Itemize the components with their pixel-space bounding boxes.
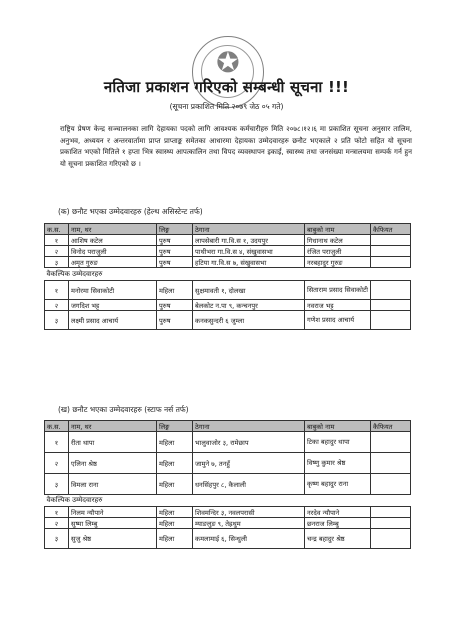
cell-name: आशिष कटेल <box>69 235 157 246</box>
cell-remarks <box>371 453 411 474</box>
cell-gender: पुरुष <box>157 300 193 311</box>
cell-father: छनराज लिम्बु <box>305 518 371 529</box>
cell-sn: १ <box>45 432 69 453</box>
table-header-row <box>45 421 411 432</box>
cell-gender: महिला <box>157 474 193 495</box>
cell-name: विनोद पराजुली <box>69 246 157 257</box>
cell-remarks <box>371 311 411 330</box>
alternate-label: वैकल्पिक उम्मेदवारहरु <box>46 269 103 278</box>
cell-father: रंजित पराजुली <box>305 246 371 257</box>
col-sn: क.स. <box>45 421 69 432</box>
cell-address: धनसिंहपुर ८, कैलाली <box>193 474 305 495</box>
cell-remarks <box>371 474 411 495</box>
table-row <box>45 300 411 311</box>
cell-father: विष्णु कुमार श्रेष्ठ <box>305 453 371 474</box>
cell-sn: २ <box>45 246 69 257</box>
cell-address: म्याङलुङ ९, तेह्रथुम <box>193 518 305 529</box>
cell-name: रीता थापा <box>69 432 157 453</box>
cell-gender: महिला <box>157 453 193 474</box>
table-row <box>45 529 411 549</box>
cell-address: कनकसुन्दरी ६ जुम्ला <box>193 311 305 330</box>
cell-gender: पुरुष <box>157 311 193 330</box>
cell-name: जगदिश भट्ट <box>69 300 157 311</box>
cell-address: पाथीभरा गा.वि.स ४, संखुवासभा <box>193 246 305 257</box>
table-row <box>45 518 411 529</box>
table-row <box>45 257 411 268</box>
cell-name: एलिना श्रेष्ठ <box>69 453 157 474</box>
col-remarks: कैफियत <box>371 224 411 235</box>
cell-sn: ३ <box>45 474 69 495</box>
cell-sn: ३ <box>45 257 69 268</box>
cell-address: जामुने ७, तनहुँ <box>193 453 305 474</box>
cell-gender: महिला <box>157 432 193 453</box>
cell-gender: महिला <box>157 518 193 529</box>
cell-gender: महिला <box>157 281 193 300</box>
cell-address: लापसेबारी गा.वि.स १, उदयपुर <box>193 235 305 246</box>
cell-gender: महिला <box>157 507 193 518</box>
col-father: बाबुको नाम <box>305 224 371 235</box>
col-address: ठेगाना <box>193 224 305 235</box>
col-name: नाम, थर <box>69 421 157 432</box>
emblem-icon: ✪ <box>216 46 240 79</box>
cell-address: कमलामाई ६, सिन्धुली <box>193 529 305 549</box>
cell-sn: २ <box>45 300 69 311</box>
table-row <box>45 246 411 257</box>
government-seal <box>192 36 264 108</box>
cell-father: नरबहादुर गुरुङ <box>305 257 371 268</box>
cell-remarks <box>371 246 411 257</box>
intro-paragraph: राष्ट्रिय प्रेषण केन्द्र सञ्चालनका लागि देहायका पदको लागि आवश्यक कर्मचारीहरु मिति २०७८।१२।६ मा प्रकाशित सूचना अनुसार तालिम, अनुभव, अध्ययन र अन्तरवार्तामा प्राप्त प्राप्ताङ्क समेतका आधारमा देहायका उम्मेदवारहरु छनौट भएकाले २ प्रति फोटो सहित यो सूचना प्रकाशित भएको मितिले १ हप्ता भित्र स्वास्थ्य आपत्कालिन तथा विपद व्यवस्थापन इकाई, स्वास्थ्य तथा जनसंख्या मन्त्रालयमा सम्पर्क गर्न हुन यो सूचना प्रकाशित गरिएको छ । <box>60 125 412 168</box>
cell-name: निलम न्यौपाने <box>69 507 157 518</box>
table-row <box>45 281 411 300</box>
cell-sn: २ <box>45 518 69 529</box>
cell-address: हटिया गा.वि.स ७, संखुवासभा <box>193 257 305 268</box>
cell-father: नरदेव न्यौपाने <box>305 507 371 518</box>
cell-remarks <box>371 507 411 518</box>
col-remarks: कैफियत <box>371 421 411 432</box>
cell-name: मनोरमा सिवाकोटी <box>69 281 157 300</box>
section-b-heading: (ख) छनौट भएका उम्मेदवारहरु (स्टाफ नर्स तर्फ) <box>58 405 189 414</box>
cell-remarks <box>371 300 411 311</box>
cell-name: लक्ष्मी प्रसाद आचार्य <box>69 311 157 330</box>
table-header-row <box>45 224 411 235</box>
col-name: नाम, थर <box>69 224 157 235</box>
cell-sn: १ <box>45 281 69 300</box>
cell-father: गिधानाथ कटेल <box>305 235 371 246</box>
section-a-table <box>44 223 411 330</box>
table-row <box>45 453 411 474</box>
cell-sn: १ <box>45 235 69 246</box>
cell-father: नवराज भट्ट <box>305 300 371 311</box>
table-row <box>45 235 411 246</box>
notice-title: नतिजा प्रकाशन गरिएको सम्बन्धी सूचना !!! <box>103 78 350 96</box>
col-sn: क.स. <box>45 224 69 235</box>
cell-remarks <box>371 518 411 529</box>
col-gender: लिङ्ग <box>157 421 193 432</box>
table-row <box>45 474 411 495</box>
cell-remarks <box>371 281 411 300</box>
cell-remarks <box>371 235 411 246</box>
table-row <box>45 507 411 518</box>
cell-address: सुक्षमावती १, दोलखा <box>193 281 305 300</box>
cell-address: शिवमन्दिर ३, नवलपरासी <box>193 507 305 518</box>
cell-father: चन्द्र बहादुर श्रेष्ठ <box>305 529 371 549</box>
cell-gender: पुरुष <box>157 246 193 257</box>
cell-remarks <box>371 529 411 549</box>
cell-gender: पुरुष <box>157 257 193 268</box>
cell-remarks <box>371 257 411 268</box>
cell-sn: ३ <box>45 529 69 549</box>
section-a-heading: (क) छनौट भएका उम्मेदवारहरु (हेल्थ असिस्टेन्ट तर्फ) <box>58 207 203 216</box>
table-row <box>45 311 411 330</box>
cell-address: बेलकोट न.पा ९, कन्चनपुर <box>193 300 305 311</box>
col-father: बाबुको नाम <box>305 421 371 432</box>
section-b-table <box>44 420 411 549</box>
cell-gender: पुरुष <box>157 235 193 246</box>
alternate-label-row <box>45 495 411 507</box>
cell-name: सुष्मा लिम्बु <box>69 518 157 529</box>
cell-sn: ३ <box>45 311 69 330</box>
cell-name: सुजु श्रेष्ठ <box>69 529 157 549</box>
col-gender: लिङ्ग <box>157 224 193 235</box>
cell-father: सिताराम प्रसाद सिवाकोटी <box>305 281 371 300</box>
cell-father: गणेश प्रसाद आचार्य <box>305 311 371 330</box>
cell-gender: महिला <box>157 529 193 549</box>
cell-name: अमृत गुरुङ <box>69 257 157 268</box>
notice-date: (सूचना प्रकाशित मिति २०७९ जेठ ०५ गते) <box>169 102 284 111</box>
cell-sn: १ <box>45 507 69 518</box>
cell-address: भालुवाजोर ३, रामेछाप <box>193 432 305 453</box>
alternate-label-row <box>45 268 411 281</box>
cell-father: कृष्ण बहादुर राना <box>305 474 371 495</box>
col-address: ठेगाना <box>193 421 305 432</box>
cell-sn: २ <box>45 453 69 474</box>
cell-name: विमला राना <box>69 474 157 495</box>
cell-remarks <box>371 432 411 453</box>
alternate-label: वैकल्पिक उम्मेदवारहरु <box>46 496 103 504</box>
cell-father: टिका बहादुर थापा <box>305 432 371 453</box>
table-row <box>45 432 411 453</box>
